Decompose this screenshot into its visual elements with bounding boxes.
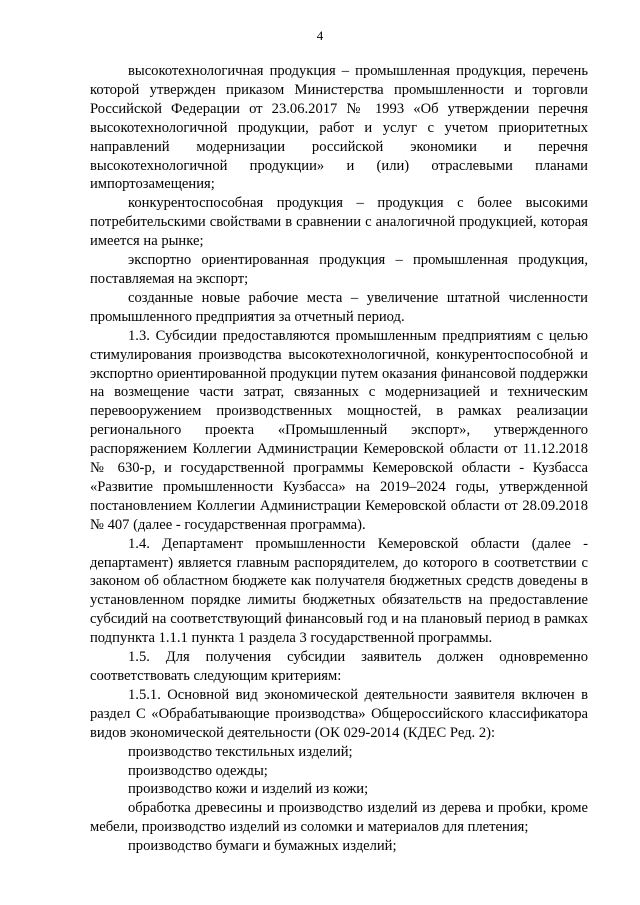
list-item-paper: производство бумаги и бумажных изделий; [128, 838, 397, 855]
definition-export-products: экспортно ориентированная продукция – промышленная продукция, поставляемая на экспорт; [90, 252, 588, 287]
definition-high-tech-products: высокотехнологичная продукция – промышленная продукция, перечень которой утвержден приказом Министерства промышленности и торговли Российской Федерации от 23.06.2017 № 1993 «Об утверждении перечня высокотехнологичной продукции, работ и услуг с учетом приоритетных направлений модернизации российской экономики и перечня высокотехнологичной продукции» и (или) отраслевыми планами импортозамещения; [90, 63, 588, 193]
definition-competitive-products: конкурентоспособная продукция – продукция с более высокими потребительскими свойствами в сравнении с аналогичной продукцией, которая имеется на рынке; [90, 195, 588, 250]
document-body [90, 62, 588, 856]
clause-1-4: 1.4. Департамент промышленности Кемеровской области (далее - департамент) является главным распорядителем, до которого в соответствии с законом об областном бюджете как получателя бюджетных средств доведены в установленном порядке лимиты бюджетных обязательств на предоставление субсидий на соответствующий финансовый год и на плановый период в рамках подпункта 1.1.1 пункта 1 раздела 3 государственной программы. [90, 535, 588, 647]
list-item-leather: производство кожи и изделий из кожи; [128, 781, 369, 798]
list-item-wood: обработка древесины и производство изделий из дерева и пробки, кроме мебели, производство изделий из соломки и материалов для плетения; [90, 800, 588, 836]
list-item-clothing: производство одежды; [128, 762, 268, 779]
definition-new-jobs: созданные новые рабочие места – увеличение штатной численности промышленного предприятия за отчетный период. [90, 289, 588, 325]
clause-1-3: 1.3. Субсидии предоставляются промышленным предприятиям с целью стимулирования производства высокотехнологичной, конкурентоспособной и экспортно ориентированной продукции путем оказания финансовой поддержки на возмещение части затрат, связанных с модернизацией и техническим перевооружением производственных мощностей, в рамках реализации регионального проекта «Промышленный экспорт», утвержденного распоряжением Коллегии Администрации Кемеровской области от 11.12.2018 № 630-р, и государственной программы Кемеровской области - Кузбасса «Развитие промышленности Кузбасса» на 2019–2024 годы, утвержденной постановлением Коллегии Администрации Кемеровской области от 28.09.2018 № 407 (далее - государственная программа). [90, 327, 588, 533]
list-item-textiles: производство текстильных изделий; [128, 743, 353, 760]
page-number: 4 [316, 28, 324, 43]
clause-1-5-1: 1.5.1. Основной вид экономической деятельности заявителя включен в раздел С «Обрабатывающие производства» Общероссийского классификатора видов экономической деятельности (ОК 029-2014 (КДЕС Ред. 2): [90, 686, 588, 741]
clause-1-5: 1.5. Для получения субсидии заявитель должен одновременно соответствовать следующим критериям: [90, 649, 588, 684]
